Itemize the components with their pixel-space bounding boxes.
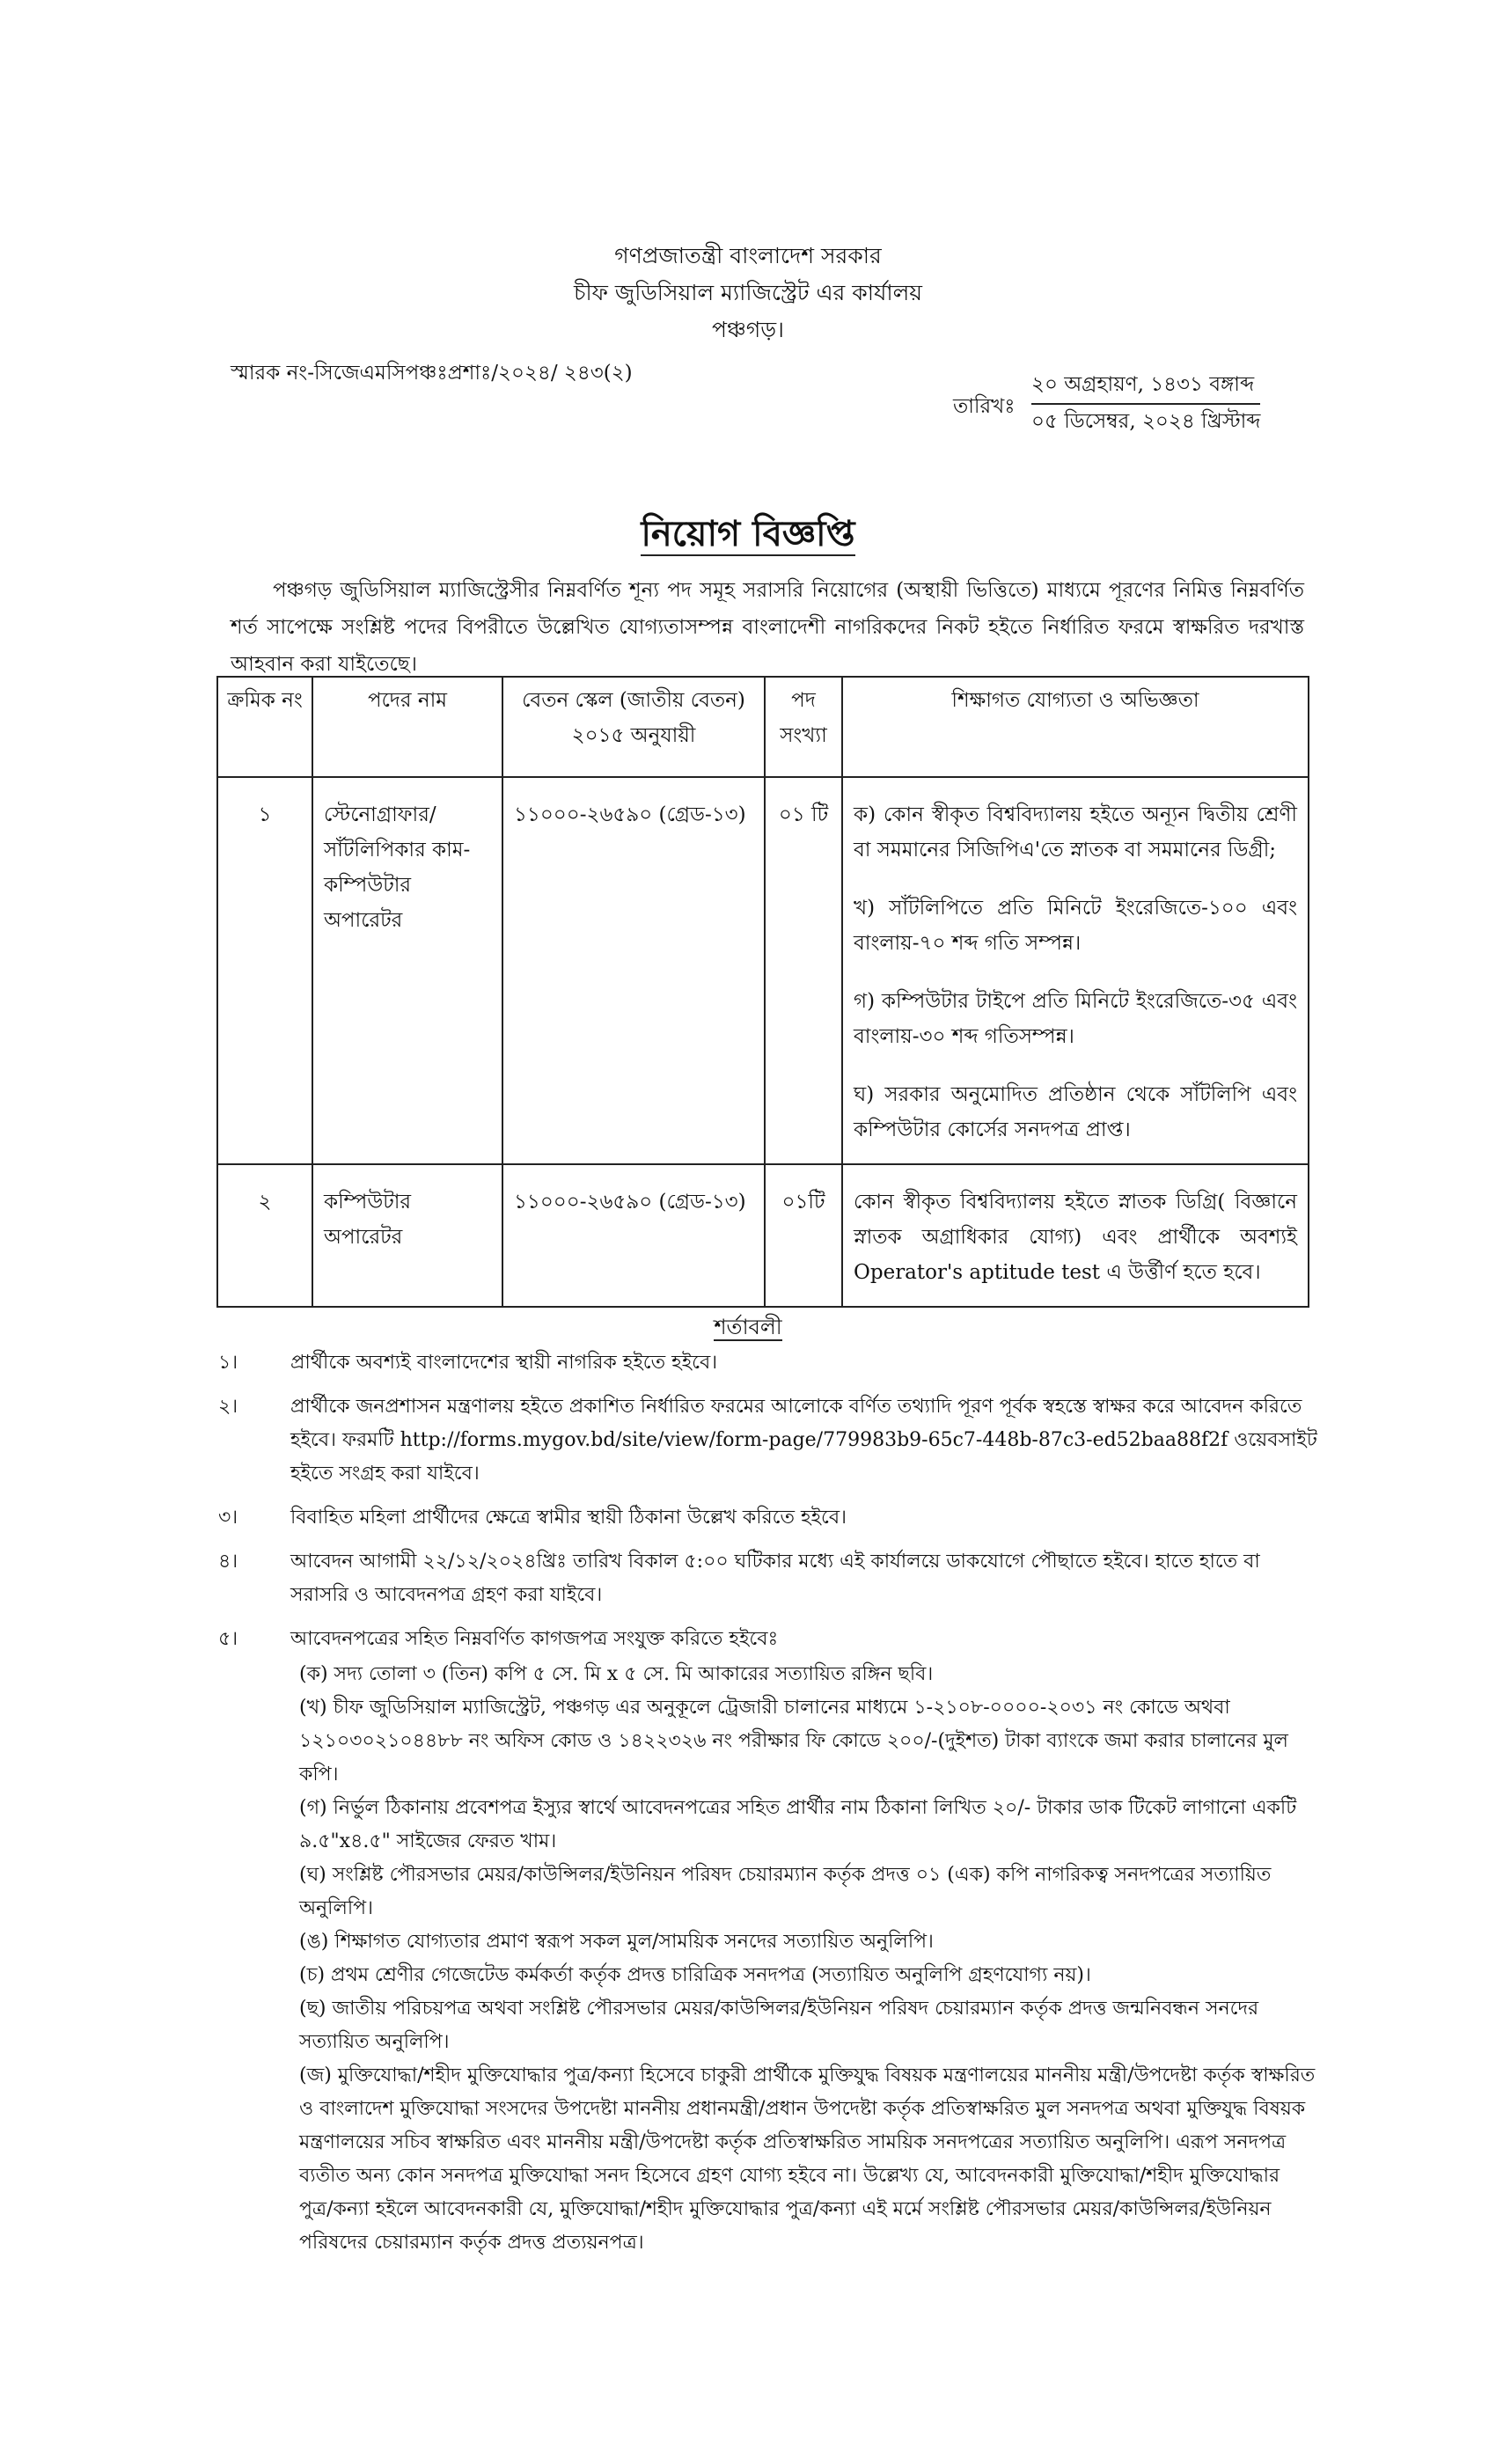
term-number: ৪। — [218, 1551, 238, 1573]
term-text: আবেদন আগামী ২২/১২/২০২৪খ্রিঃ তারিখ বিকাল ৫:০০ ঘটিকার মধ্যে এই কার্যালয়ে ডাকযোগে পৌছাতে হইবে। হাতে হাতে বা সরাসরি ও আবেদনপত্র গ্রহণ করা যাইবে। — [290, 1551, 1260, 1606]
table-header-row — [217, 677, 1309, 777]
header-scale: বেতন স্কেল (জাতীয় বেতন) ২০১৫ অনুযায়ী — [502, 677, 765, 777]
row-scale: ১১০০০-২৬৫৯০ (গ্রেড-১৩) — [502, 1164, 765, 1307]
header-count: পদ সংখ্যা — [765, 677, 842, 777]
row-post: স্টেনোগ্রাফার/ সাঁটলিপিকার কাম-কম্পিউটার অপারেটর — [312, 777, 502, 1164]
term-number: ১। — [218, 1352, 238, 1374]
attachment-item: (খ) চীফ জুডিসিয়াল ম্যাজিস্ট্রেট, পঞ্চগড় এর অনুকূলে ট্রেজারী চালানের মাধ্যমে ১-২১০৮-০০০০-২০৩১ নং কোডে অথবা ১২১০৩০২১০৪৪৮৮ নং অফিস কোড ও ১৪২২৩২৬ নং পরীক্ষার ফি কোডে ২০০/-(দুইশত) টাকা ব্যাংকে জমা করার চালানের মুল কপি। — [299, 1697, 1288, 1786]
office-name: চীফ জুডিসিয়াল ম্যাজিস্ট্রেট এর কার্যালয় — [574, 280, 922, 305]
row-count: ০১টি — [765, 1164, 842, 1307]
term-text: বিবাহিত মহিলা প্রার্থীদের ক্ষেত্রে স্বামীর স্থায়ী ঠিকানা উল্লেখ করিতে হইবে। — [290, 1507, 847, 1529]
row-scale: ১১০০০-২৬৫৯০ (গ্রেড-১৩) — [502, 777, 765, 1164]
row-qualification — [842, 777, 1309, 1164]
requirement-item: খ) সাঁটলিপিতে প্রতি মিনিটে ইংরেজিতে-১০০ এবং বাংলায়-৭০ শব্দ গতি সম্পন্ন। — [854, 897, 1297, 955]
table-row — [217, 777, 1309, 1164]
government-name: গণপ্রজাতন্ত্রী বাংলাদেশ সরকার — [614, 243, 882, 268]
requirement-item: ঘ) সরকার অনুমোদিত প্রতিষ্ঠান থেকে সাঁটলিপি এবং কম্পিউটার কোর্সের সনদপত্র প্রাপ্ত। — [854, 1083, 1297, 1141]
row-serial: ২ — [217, 1164, 312, 1307]
row-count: ০১ টি — [765, 777, 842, 1164]
table-row — [217, 1164, 1309, 1307]
requirement-item: গ) কম্পিউটার টাইপে প্রতি মিনিটে ইংরেজিতে-৩৫ এবং বাংলায়-৩০ শব্দ গতিসম্পন্ন। — [854, 990, 1297, 1048]
memo-number: স্মারক নং-সিজেএমসিপঞ্চঃপ্রশাঃ/২০২৪/ ২৪৩(২) — [231, 362, 633, 385]
terms-list — [218, 1346, 1318, 2270]
term-item — [218, 1501, 1318, 1535]
attachment-item: (চ) প্রথম শ্রেণীর গেজেটেড কর্মকর্তা কর্তৃক প্রদত্ত চারিত্রিক সনদপত্র (সত্যায়িত অনুলিপি গ্রহণযোগ্য নয়)। — [299, 1964, 1091, 1986]
row-qualification — [842, 1164, 1309, 1307]
date-block — [1031, 368, 1260, 438]
attachment-item: (ক) সদ্য তোলা ৩ (তিন) কপি ৫ সে. মি x ৫ সে. মি আকারের সত্যায়িত রঙ্গিন ছবি। — [299, 1663, 934, 1685]
intro-paragraph: পঞ্চগড় জুডিসিয়াল ম্যাজিস্ট্রেসীর নিম্নবর্ণিত শূন্য পদ সমূহ সরাসরি নিয়োগের (অস্থায়ী ভিত্তিতে) মাধ্যমে পূরণের নিমিত্ত নিম্নবর্ণিত শর্ত সাপেক্ষে সংশ্লিষ্ট পদের বিপরীতে উল্লেখিত যোগ্যতাসম্পন্ন বাংলাদেশী নাগরিকদের নিকট হইতে নির্ধারিত ফরমে স্বাক্ষরিত দরখাস্ত আহবান করা যাইতেছে। — [231, 579, 1304, 676]
term-text: প্রার্থীকে জনপ্রশাসন মন্ত্রণালয় হইতে প্রকাশিত নির্ধারিত ফরমের আলোকে বর্ণিত তথ্যাদি পূরণ পূর্বক স্বহস্তে স্বাক্ষর করে আবেদন করিতে হইবে। ফরমটি http://forms.mygov.bd/site/view/form-page/779983b9-65c7-448b-87c3-ed52baa88f2f ওয়েবসাইট হইতে সংগ্রহ করা যাইবে। — [290, 1396, 1317, 1485]
requirement-item: কোন স্বীকৃত বিশ্ববিদ্যালয় হইতে স্নাতক ডিগ্রি( বিজ্ঞানে স্নাতক অগ্রাধিকার যোগ্য) এবং প্রার্থীকে অবশ্যই Operator's aptitude test এ উর্ত্তীর্ণ হতে হবে। — [854, 1191, 1297, 1284]
term-number: ৫। — [218, 1628, 238, 1650]
term-item — [218, 1623, 1318, 2260]
attachment-item: (জ) মুক্তিযোদ্ধা/শহীদ মুক্তিযোদ্ধার পুত্র/কন্যা হিসেবে চাকুরী প্রার্থীকে মুক্তিযুদ্ধ বিষয়ক মন্ত্রণালয়ের মাননীয় মন্ত্রী/উপদেষ্টা কর্তৃক স্বাক্ষরিত ও বাংলাদেশ মুক্তিযোদ্ধা সংসদের উপদেষ্টা মাননীয় প্রধানমন্ত্রী/প্রধান উপদেষ্টা কর্তৃক প্রতিস্বাক্ষরিত মুল সনদপত্র অথবা মুক্তিযুদ্ধ বিষয়ক মন্ত্রণালয়ের সচিব স্বাক্ষরিত এবং মাননীয় মন্ত্রী/উপদেষ্টা কর্তৃক প্রতিস্বাক্ষরিত সাময়িক সনদপত্রের সত্যায়িত অনুলিপি। এরূপ সনদপত্র ব্যতীত অন্য কোন সনদপত্র মুক্তিযোদ্ধা সনদ হিসেবে গ্রহণ যোগ্য হইবে না। উল্লেখ্য যে, আবেদনকারী মুক্তিযোদ্ধা/শহীদ মুক্তিযোদ্ধার পুত্র/কন্যা হইলে আবেদনকারী যে, মুক্তিযোদ্ধা/শহীদ মুক্তিযোদ্ধার পুত্র/কন্যা এই মর্মে সংশ্লিষ্ট পৌরসভার মেয়র/কাউন্সিলর/ইউনিয়ন পরিষদের চেয়ারম্যান কর্তৃক প্রদত্ত প্রত্যয়নপত্র। — [299, 2064, 1316, 2254]
date-bangla: ২০ অগ্রহায়ণ, ১৪৩১ বঙ্গাব্দ — [1031, 368, 1260, 405]
posts-table — [216, 676, 1309, 1308]
term-text: প্রার্থীকে অবশ্যই বাংলাদেশের স্থায়ী নাগরিক হইতে হইবে। — [290, 1352, 718, 1374]
date-english: ০৫ ডিসেম্বর, ২০২৪ খ্রিস্টাব্দ — [1031, 410, 1261, 433]
header-post: পদের নাম — [312, 677, 502, 777]
term-number: ২। — [218, 1396, 238, 1418]
header-serial: ক্রমিক নং — [217, 677, 312, 777]
page-title — [0, 506, 1496, 565]
attachment-item: (ঙ) শিক্ষাগত যোগ্যতার প্রমাণ স্বরূপ সকল মুল/সাময়িক সনদের সত্যায়িত অনুলিপি। — [299, 1931, 934, 1953]
row-serial: ১ — [217, 777, 312, 1164]
term-item — [218, 1545, 1318, 1612]
terms-title-text: শর্তাবলী — [714, 1315, 782, 1339]
term-item — [218, 1346, 1318, 1380]
term-text: আবেদনপত্রের সহিত নিম্নবর্ণিত কাগজপত্র সংযুক্ত করিতে হইবেঃ — [290, 1628, 779, 1650]
attachment-item: (ছ) জাতীয় পরিচয়পত্র অথবা সংশ্লিষ্ট পৌরসভার মেয়র/কাউন্সিলর/ইউনিয়ন পরিষদ চেয়ারম্যান কর্তৃক প্রদত্ত জন্মনিবন্ধন সনদের সত্যায়িত অনুলিপি। — [299, 1998, 1259, 2053]
header-qualification: শিক্ষাগত যোগ্যতা ও অভিজ্ঞতা — [842, 677, 1309, 777]
attachment-item: (গ) নির্ভুল ঠিকানায় প্রবেশপত্র ইস্যুর স্বার্থে আবেদনপত্রের সহিত প্রার্থীর নাম ঠিকানা লিখিত ২০/- টাকার ডাক টিকেট লাগানো একটি ৯.৫"x৪.৫" সাইজের ফেরত খাম। — [299, 1797, 1297, 1852]
attachment-item: (ঘ) সংশ্লিষ্ট পৌরসভার মেয়র/কাউন্সিলর/ইউনিয়ন পরিষদ চেয়ারম্যান কর্তৃক প্রদত্ত ০১ (এক) কপি নাগরিকত্ব সনদপত্রের সত্যায়িত অনুলিপি। — [299, 1864, 1272, 1919]
terms-title — [0, 1311, 1496, 1346]
term-number: ৩। — [218, 1507, 238, 1529]
attachments-list — [290, 1658, 1318, 2260]
office-location: পঞ্চগড়। — [712, 317, 784, 342]
title-text: নিয়োগ বিজ্ঞপ্তি — [641, 513, 855, 554]
row-post: কম্পিউটার অপারেটর — [312, 1164, 502, 1307]
office-header — [0, 238, 1496, 348]
term-item — [218, 1390, 1318, 1491]
requirement-item: ক) কোন স্বীকৃত বিশ্ববিদ্যালয় হইতে অন্যূন দ্বিতীয় শ্রেণী বা সমমানের সিজিপিএ'তে স্নাতক বা সমমানের ডিগ্রী; — [854, 803, 1297, 862]
date-label: তারিখঃ — [953, 395, 1016, 418]
